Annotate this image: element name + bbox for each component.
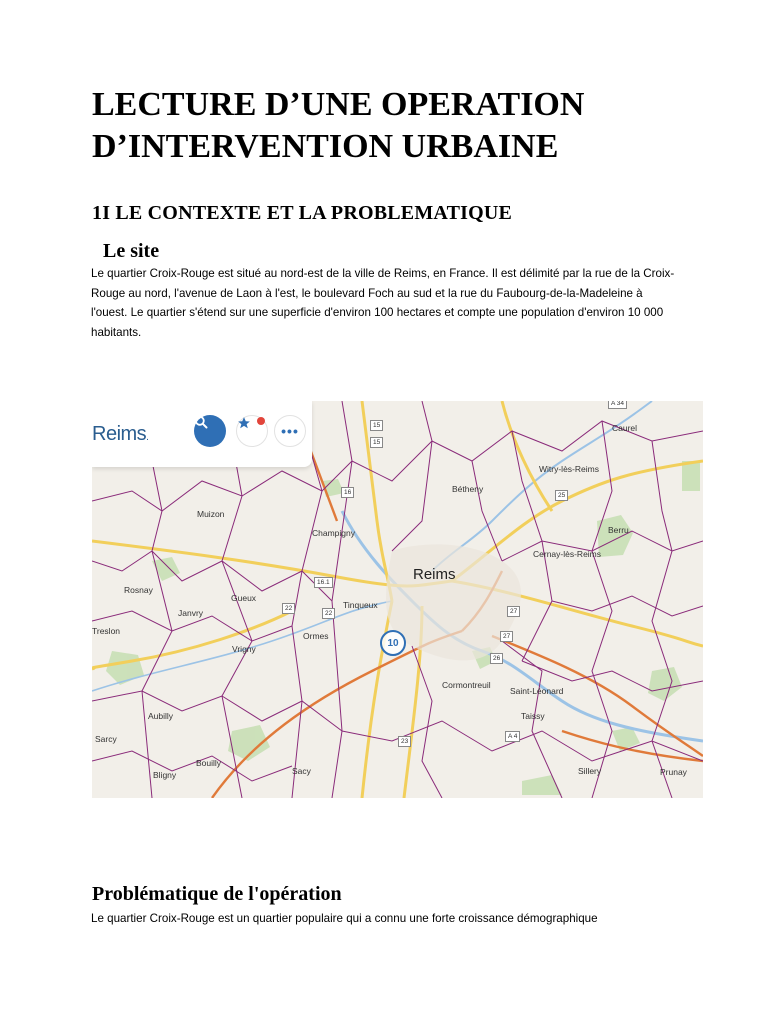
star-icon [237,416,251,430]
map-search-button[interactable] [194,415,226,447]
place-label: Taissy [521,711,545,721]
place-label: Ormes [303,631,329,641]
document-title: LECTURE D’UNE OPERATION D’INTERVENTION URBAINE [92,86,585,165]
road-shield: 16 [341,487,354,498]
road-shield: 15 [370,420,383,431]
place-label: Bétheny [452,484,484,494]
logo-text: Reims [92,423,147,445]
map-favorites-button[interactable] [236,415,268,447]
place-label: Sillery [578,766,602,776]
place-label: Cormontreuil [442,680,491,690]
place-label: Champigny [312,528,355,538]
place-label: Sarcy [95,734,117,744]
place-label: Muizon [197,509,225,519]
place-label: Treslon [92,626,121,636]
map-more-button[interactable] [274,415,306,447]
road-shield: 26 [490,653,503,664]
notification-dot [257,417,265,425]
place-label: Gueux [231,593,257,603]
place-label: Sacy [292,766,311,776]
road-shield: 15 [370,437,383,448]
urban-area [386,544,521,660]
more-dots-icon: ••• [281,423,299,439]
subsection-heading-site: Le site [103,240,160,262]
road-shield: 23 [398,736,411,747]
road-shield: 27 [507,606,520,617]
place-label: Cernay-lès-Reims [533,549,602,559]
subsection-heading-problem: Problématique de l'opération [92,883,342,905]
road-shield: A 4 [505,731,520,742]
place-label: Saint-Léonard [510,686,564,696]
road-shield: 27 [500,631,513,642]
road-shield: A 34 [608,401,627,409]
place-label: Aubilly [148,711,174,721]
place-label: Rosnay [124,585,153,595]
place-label: Berru [608,525,629,535]
place-label: Vrigny [232,644,256,654]
place-label: Prunay [660,767,687,777]
place-label: Janvry [178,608,204,618]
zone-marker[interactable]: 10 [380,630,406,656]
road-shield: 22 [282,603,295,614]
place-label: Tinqueux [343,600,378,610]
place-label: Bouilly [196,758,222,768]
site-paragraph: Le quartier Croix-Rouge est situé au nord-est de la ville de Reims, en France. Il est délimité par la rue de la Croix-Rouge au nord, l'avenue de Laon à l'est, le boulevard Foch au sud et la rue du Faubourg-de-la-Madeleine à l'ouest. Le quartier s'étend sur une superficie d'environ 100 hectares et compte une population d'environ 10 000 habitants. [91,267,675,339]
problem-paragraph: Le quartier Croix-Rouge est un quartier populaire qui a connu une forte croissance démographique [91,912,598,925]
reims-logo: Reims. [92,423,149,445]
place-label: Witry-lès-Reims [539,464,599,474]
reims-map[interactable] [92,401,703,798]
road-shield: 16.1 [314,577,333,588]
place-label-city: Reims [413,566,456,583]
road-shield: 25 [555,490,568,501]
place-label: Bligny [153,770,177,780]
search-icon [194,415,208,429]
road-shield: 22 [322,608,335,619]
place-label: Caurel [612,423,638,433]
map-toolbar [92,401,312,467]
section-heading: 1I LE CONTEXTE ET LA PROBLEMATIQUE [92,202,513,224]
